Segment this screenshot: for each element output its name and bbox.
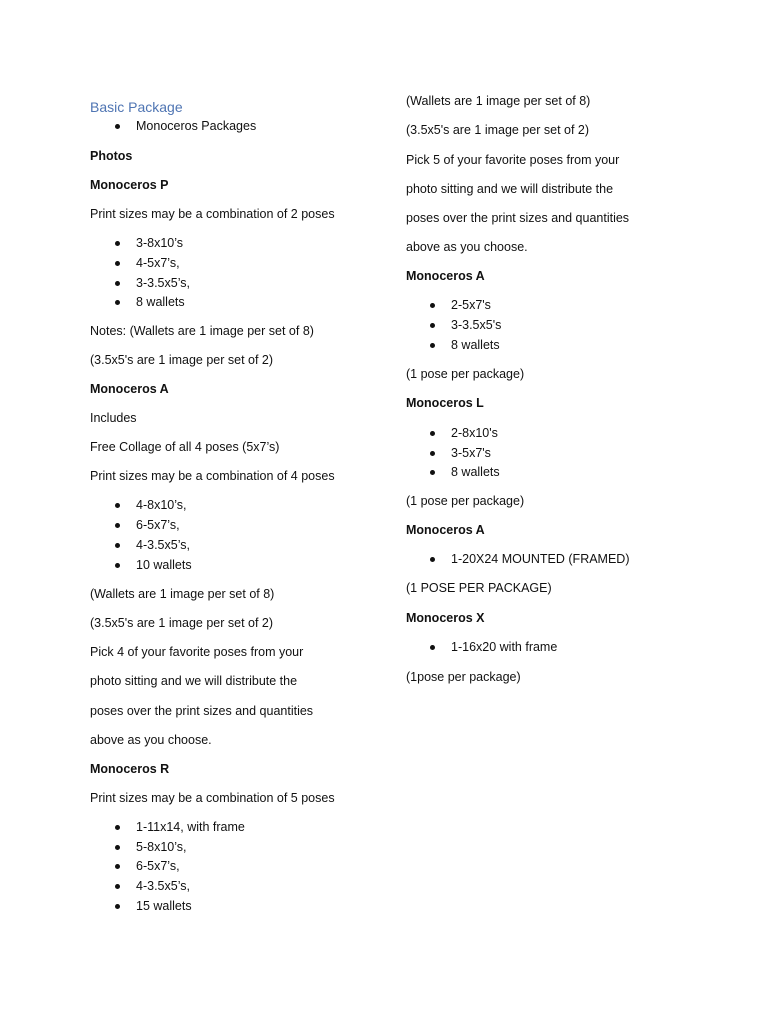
- bullet-icon: [115, 281, 120, 286]
- list-item: 8 wallets: [136, 295, 185, 309]
- bullet-icon: [430, 451, 435, 456]
- list-item: 2-5x7's: [451, 298, 491, 312]
- bullet-icon: [115, 261, 120, 266]
- list-item: Monoceros Packages: [136, 119, 257, 133]
- list-item: 2-8x10's: [451, 426, 498, 440]
- pose-note: (1 pose per package): [406, 494, 525, 508]
- list-item: 8 wallets: [451, 338, 500, 352]
- bullet-icon: [115, 300, 120, 305]
- list-item: 3-3.5x5's: [451, 318, 502, 332]
- package-title: Monoceros A: [406, 523, 485, 537]
- bullet-icon: [115, 825, 120, 830]
- list-item: 4-3.5x5’s,: [136, 538, 190, 552]
- bullet-icon: [115, 845, 120, 850]
- bullet-icon: [430, 645, 435, 650]
- bullet-icon: [115, 864, 120, 869]
- list-item: 3-5x7's: [451, 446, 491, 460]
- bullet-icon: [115, 904, 120, 909]
- list-item: 8 wallets: [451, 465, 500, 479]
- note-text: (Wallets are 1 image per set of 8): [406, 94, 591, 108]
- list-item: 1-20X24 MOUNTED (FRAMED): [451, 552, 630, 566]
- list-item: 5-8x10’s,: [136, 840, 187, 854]
- bullet-icon: [115, 523, 120, 528]
- list-item: 6-5x7’s,: [136, 518, 180, 532]
- list-item: 4-8x10’s,: [136, 498, 187, 512]
- package-title: Monoceros A: [406, 269, 485, 283]
- print-sizes-text: Print sizes may be a combination of 4 poses: [90, 469, 335, 483]
- notes-text: Notes: (Wallets are 1 image per set of 8): [90, 324, 314, 338]
- pose-note: (1 POSE PER PACKAGE): [406, 581, 552, 595]
- list-item: 4-3.5x5’s,: [136, 879, 190, 893]
- pick-text: Pick 4 of your favorite poses from your: [90, 645, 304, 659]
- section-heading: Basic Package: [90, 99, 183, 115]
- list-item: 6-5x7’s,: [136, 859, 180, 873]
- includes-label: Includes: [90, 411, 137, 425]
- package-title: Monoceros R: [90, 762, 170, 776]
- list-item: 1-11x14, with frame: [136, 820, 245, 834]
- pick-text: photo sitting and we will distribute the: [406, 182, 614, 196]
- bullet-icon: [430, 470, 435, 475]
- bullet-icon: [115, 543, 120, 548]
- pick-text: above as you choose.: [406, 240, 528, 254]
- list-item: 10 wallets: [136, 558, 192, 572]
- bullet-icon: [430, 303, 435, 308]
- list-item: 3-8x10’s: [136, 236, 184, 250]
- package-title: Monoceros L: [406, 396, 484, 410]
- bullet-icon: [430, 323, 435, 328]
- print-sizes-text: Print sizes may be a combination of 2 poses: [90, 207, 335, 221]
- pick-text: photo sitting and we will distribute the: [90, 674, 298, 688]
- collage-text: Free Collage of all 4 poses (5x7’s): [90, 440, 280, 454]
- bullet-icon: [115, 884, 120, 889]
- note-text: (Wallets are 1 image per set of 8): [90, 587, 275, 601]
- note-text: (3.5x5's are 1 image per set of 2): [90, 353, 274, 367]
- pick-text: Pick 5 of your favorite poses from your: [406, 153, 620, 167]
- bullet-icon: [115, 124, 120, 129]
- bullet-icon: [115, 241, 120, 246]
- pick-text: poses over the print sizes and quantities: [406, 211, 630, 225]
- print-sizes-text: Print sizes may be a combination of 5 poses: [90, 791, 335, 805]
- pose-note: (1 pose per package): [406, 367, 525, 381]
- bullet-icon: [115, 503, 120, 508]
- package-title: Monoceros X: [406, 611, 485, 625]
- package-title: Monoceros P: [90, 178, 169, 192]
- photos-label: Photos: [90, 149, 133, 163]
- list-item: 3-3.5x5’s,: [136, 276, 190, 290]
- bullet-icon: [430, 343, 435, 348]
- list-item: 1-16x20 with frame: [451, 640, 558, 654]
- note-text: (3.5x5's are 1 image per set of 2): [406, 123, 590, 137]
- bullet-icon: [430, 431, 435, 436]
- list-item: 15 wallets: [136, 899, 192, 913]
- list-item: 4-5x7’s,: [136, 256, 180, 270]
- note-text: (3.5x5's are 1 image per set of 2): [90, 616, 274, 630]
- package-title: Monoceros A: [90, 382, 169, 396]
- bullet-icon: [430, 557, 435, 562]
- bullet-icon: [115, 563, 120, 568]
- pick-text: above as you choose.: [90, 733, 212, 747]
- pose-note: (1pose per package): [406, 670, 521, 684]
- pick-text: poses over the print sizes and quantities: [90, 704, 314, 718]
